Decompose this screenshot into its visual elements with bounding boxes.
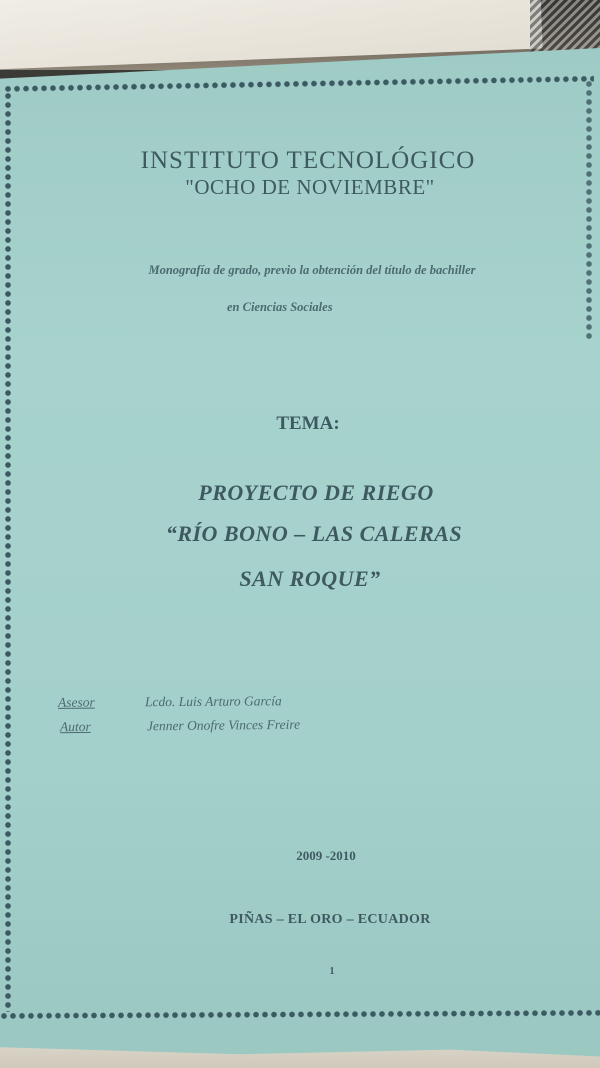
advisor-name: Lcdo. Luis Arturo García	[144, 693, 282, 710]
author-label: Autor	[59, 718, 91, 735]
decorative-border-left	[4, 92, 12, 1012]
location: PIÑAS – EL ORO – ECUADOR	[229, 912, 431, 927]
spiral-binding-corner	[530, 0, 600, 55]
topic-label: TEMA:	[276, 413, 340, 434]
page-number: 1	[329, 966, 335, 977]
project-title-line-1: PROYECTO DE RIEGO	[198, 480, 434, 505]
institute-subname: "OCHO DE NOVIEMBRE"	[185, 175, 435, 199]
author-row	[60, 713, 300, 740]
advisor-row	[58, 689, 300, 715]
purpose-line-1: Monografía de grado, previo la obtención del título de bachiller	[148, 263, 476, 277]
project-title-line-3: SAN ROQUE”	[239, 566, 381, 591]
purpose-line-2: en Ciencias Sociales	[227, 300, 333, 314]
project-title-line-2: “RÍO BONO – LAS CALERAS	[165, 521, 463, 546]
author-name: Jenner Onofre Vinces Freire	[146, 716, 301, 734]
academic-period: 2009 -2010	[296, 848, 356, 863]
institute-name: INSTITUTO TECNOLÓGICO	[140, 147, 476, 174]
advisor-label: Asesor	[57, 694, 95, 710]
credits-block	[58, 690, 300, 738]
decorative-border-right	[585, 80, 593, 340]
